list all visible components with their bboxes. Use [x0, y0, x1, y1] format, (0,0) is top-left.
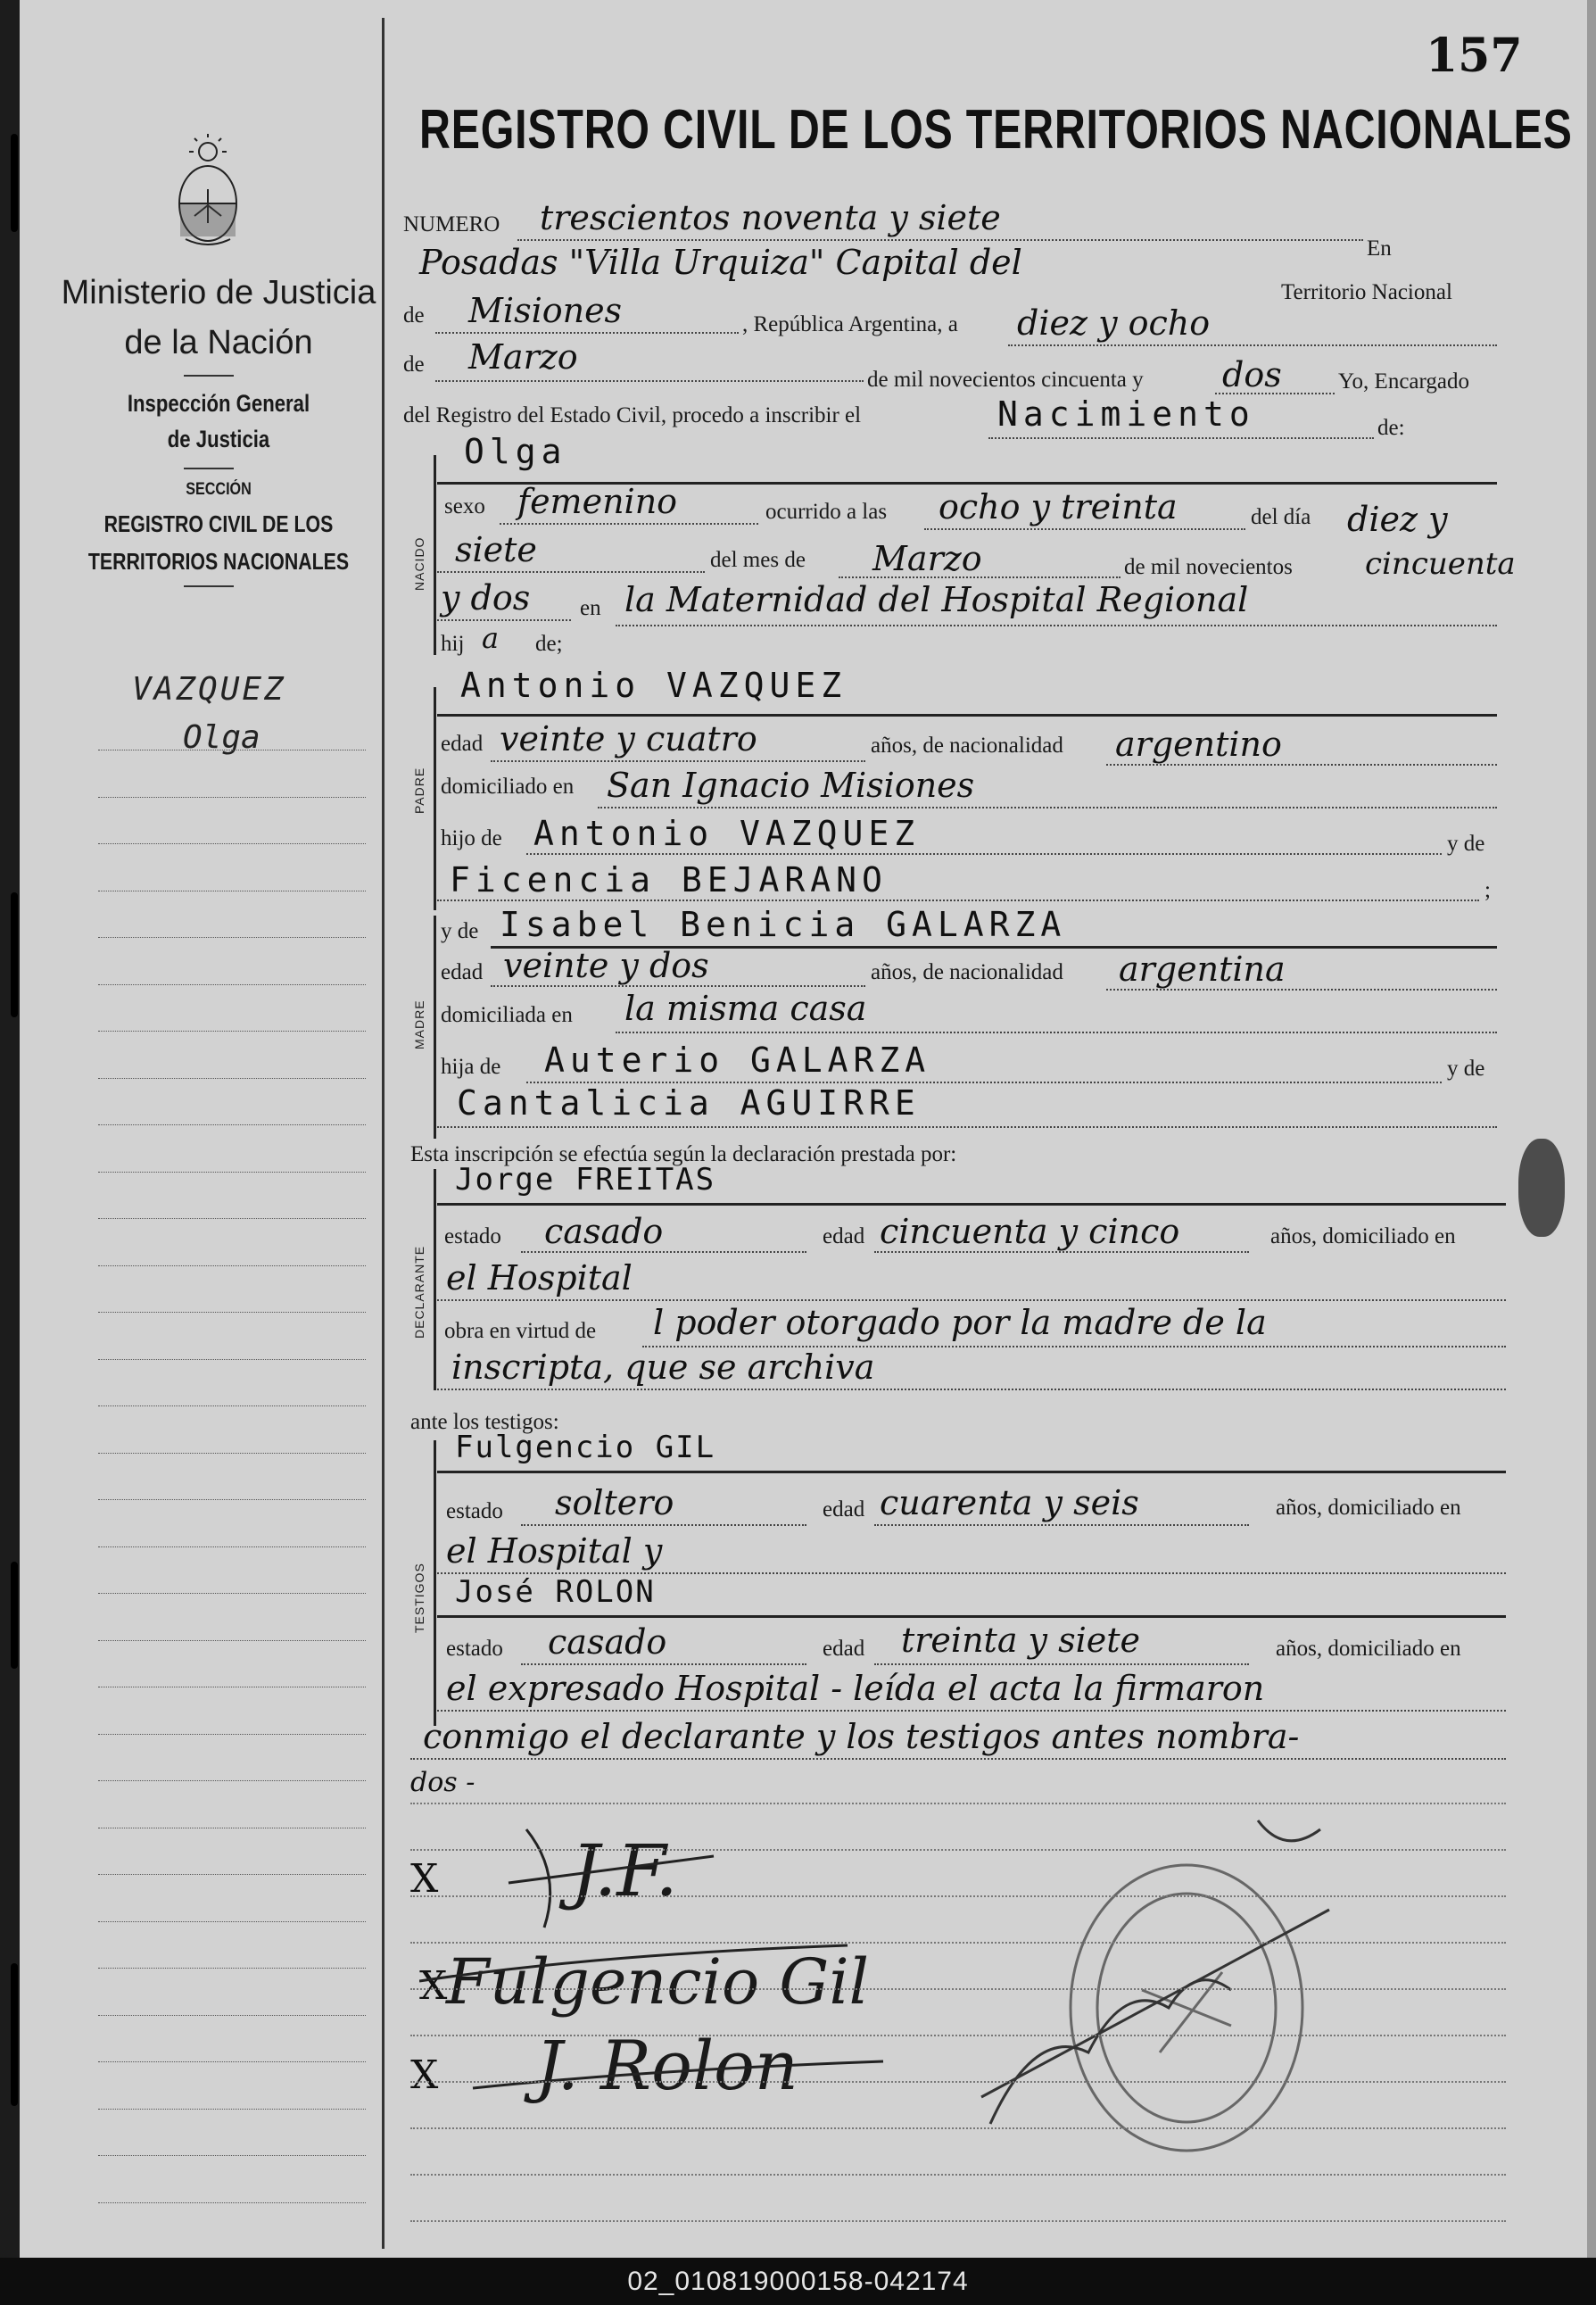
- margin-ruled-line: [98, 1874, 366, 1875]
- margin-ruled-line: [98, 1453, 366, 1454]
- dotted-line: [874, 1251, 1249, 1253]
- acta-type-value: Nacimiento: [997, 394, 1255, 434]
- margin-ruled-line: [98, 937, 366, 938]
- madre-domicilio-value: la misma casa: [624, 989, 867, 1028]
- territorio-label: Territorio Nacional: [1281, 280, 1452, 304]
- republica-label: , República Argentina, a: [742, 312, 958, 336]
- hora-value: ocho y treinta: [939, 487, 1178, 527]
- ministry-line-1: Ministerio de Justicia: [61, 274, 376, 311]
- dotted-line: [500, 523, 758, 525]
- anos-domiciliado-label: años, domiciliado en: [1276, 1496, 1461, 1520]
- name-rule: [437, 1471, 1506, 1473]
- y-de-label: y de: [441, 919, 479, 943]
- sexo-value: femenino: [517, 482, 678, 521]
- dotted-line: [521, 1251, 806, 1253]
- dotted-line: [435, 380, 864, 382]
- page-edge: [1587, 0, 1596, 2258]
- margin-ruled-line: [98, 1546, 366, 1547]
- year-value: dos: [1222, 355, 1282, 394]
- dotted-line: [437, 619, 571, 621]
- dotted-line: [437, 900, 1479, 901]
- registro-label: del Registro del Estado Civil, procedo a inscribir el: [403, 403, 862, 427]
- bracket-declarante: [434, 1169, 436, 1390]
- margin-ruled-line: [98, 1734, 366, 1735]
- domicilio-label: domiciliado en: [441, 775, 575, 799]
- testigo-2-estado-value: casado: [548, 1622, 667, 1662]
- birth-year-value-2: y dos: [441, 578, 531, 618]
- margin-ruled-line: [98, 1218, 366, 1219]
- margin-ruled-line: [98, 1124, 366, 1125]
- section-label: SECCIÓN: [186, 480, 252, 499]
- birth-year-value: cincuenta: [1365, 546, 1516, 582]
- y-de-label: y de: [1447, 832, 1485, 856]
- estado-label: estado: [444, 1224, 501, 1248]
- edad-label: edad: [823, 1224, 865, 1248]
- declarante-intro-label: Esta inscripción se efectúa según la declaración prestada por:: [410, 1142, 957, 1166]
- name-rule: [437, 714, 1497, 717]
- estado-label: estado: [446, 1637, 503, 1661]
- testigo-2-name: José ROLON: [455, 1574, 656, 1610]
- dotted-line: [437, 1710, 1506, 1712]
- closing-line-2: conmigo el declarante y los testigos antes nombra-: [423, 1717, 1300, 1756]
- madre-nacionalidad-value: argentina: [1119, 949, 1286, 989]
- padre-edad-value: veinte y cuatro: [500, 719, 757, 759]
- birth-month-value: Marzo: [872, 539, 982, 578]
- binding-hole: [11, 1562, 18, 1669]
- dotted-line: [874, 1524, 1249, 1526]
- margin-ruled-line: [98, 2202, 366, 2203]
- declarante-domicilio-value: el Hospital: [446, 1258, 633, 1298]
- del-mes-label: del mes de: [710, 548, 806, 572]
- anos-domiciliado-label: años, domiciliado en: [1276, 1637, 1461, 1661]
- padre-domicilio-value: San Ignacio Misiones: [607, 766, 975, 805]
- de-colon-label: de:: [1377, 416, 1405, 440]
- official-stamp-icon: [963, 1803, 1356, 2177]
- testigos-intro-label: ante los testigos:: [410, 1410, 559, 1434]
- padre-father-name: Antonio VAZQUEZ: [533, 814, 921, 853]
- margin-ruled-line: [98, 1078, 366, 1079]
- dotted-line: [435, 332, 739, 334]
- inspection-line-2: de Justicia: [167, 426, 270, 452]
- signature-ruled-line: [410, 1803, 1506, 1804]
- dotted-line: [616, 625, 1497, 626]
- anos-nacionalidad-label: años, de nacionalidad: [871, 734, 1063, 758]
- closing-line-1: el expresado Hospital - leída el acta la firmaron: [446, 1669, 1265, 1708]
- dotted-line: [1008, 344, 1497, 346]
- margin-surname: VAZQUEZ: [132, 671, 286, 708]
- national-coat-of-arms-icon: [168, 134, 248, 250]
- semicolon-label: ;: [1484, 878, 1491, 902]
- archive-footer-id: 02_010819000158-042174: [627, 2267, 969, 2296]
- margin-ruled-line: [98, 1031, 366, 1032]
- bracket-testigos: [434, 1440, 436, 1726]
- dotted-line: [437, 571, 705, 573]
- dotted-line: [517, 239, 1363, 241]
- signature-ruled-line: [410, 2127, 1506, 2129]
- yo-label: Yo, Encargado: [1338, 369, 1469, 394]
- page-number: 157: [1426, 29, 1523, 83]
- sexo-label: sexo: [444, 494, 485, 518]
- bracket-nacido: [434, 455, 436, 655]
- numero-label: NUMERO: [403, 212, 500, 236]
- margin-ruled-line: [98, 1780, 366, 1781]
- en-label: en: [580, 596, 601, 620]
- margin-ruled-line: [98, 2155, 366, 2156]
- obra-label: obra en virtud de: [444, 1319, 597, 1343]
- dotted-line: [988, 437, 1374, 439]
- section-heading: [83, 505, 353, 580]
- margin-ruled-line: [98, 1312, 366, 1313]
- margin-ruled-line: [98, 797, 366, 798]
- declarante-edad-value: cincuenta y cinco: [880, 1212, 1180, 1251]
- madre-name: Isabel Benicia GALARZA: [500, 905, 1067, 944]
- de-mil-label: de mil novecientos: [1124, 555, 1293, 579]
- signature-ruled-line: [410, 1849, 1506, 1851]
- signature-ruled-line: [410, 1988, 1506, 1990]
- declarante-side-label: DECLARANTE: [412, 1245, 426, 1339]
- month-value: Marzo: [468, 337, 578, 377]
- divider-rule: [184, 468, 234, 469]
- hijo-de-label: hijo de: [441, 826, 502, 850]
- margin-ruled-line: [98, 1359, 366, 1360]
- dotted-line: [526, 853, 1442, 855]
- madre-father-name: Auterio GALARZA: [544, 1041, 931, 1080]
- margin-ruled-line: [98, 2061, 366, 2062]
- signature-mark: X: [410, 2052, 439, 2098]
- margin-ruled-line: [98, 1499, 366, 1500]
- section-line-2: TERRITORIOS NACIONALES: [87, 548, 350, 575]
- section-line-1: REGISTRO CIVIL DE LOS: [103, 510, 334, 537]
- inspection-heading: [83, 386, 353, 457]
- margin-ruled-line: [98, 1172, 366, 1173]
- testigo-1-edad-value: cuarenta y seis: [880, 1483, 1139, 1522]
- birth-day-value: diez y: [1347, 500, 1448, 539]
- margin-given-name: Olga: [183, 719, 260, 756]
- padre-side-label: PADRE: [412, 767, 426, 814]
- declarante-obra-value: l poder otorgado por la madre de la: [653, 1303, 1267, 1342]
- signature-declarante: J.F.: [571, 1829, 678, 1912]
- ocurrido-label: ocurrido a las: [765, 500, 888, 524]
- territorio-value: Misiones: [468, 291, 623, 330]
- signature-mark: X: [419, 1963, 448, 2009]
- testigos-side-label: TESTIGOS: [412, 1563, 426, 1633]
- signature-mark: X: [410, 1856, 439, 1902]
- margin-ruled-line: [98, 1593, 366, 1594]
- y-de-label: y de: [1447, 1057, 1485, 1081]
- padre-nacionalidad-value: argentino: [1115, 725, 1282, 764]
- edad-label: edad: [441, 732, 484, 756]
- numero-value: trescientos noventa y siete: [540, 198, 1001, 237]
- binding-hole: [11, 892, 18, 1017]
- dotted-line: [437, 1299, 1506, 1301]
- binding-hole: [11, 134, 18, 232]
- birth-day-value-2: siete: [455, 530, 537, 569]
- anos-domiciliado-label: años, domiciliado en: [1270, 1224, 1456, 1248]
- en-label: En: [1367, 236, 1392, 261]
- de-label: de: [403, 352, 425, 377]
- dotted-line: [521, 1524, 806, 1526]
- day-value: diez y ocho: [1017, 303, 1211, 343]
- dotted-line: [437, 1126, 1497, 1128]
- nacido-side-label: NACIDO: [412, 536, 426, 591]
- del-dia-label: del día: [1251, 505, 1311, 529]
- divider-rule: [184, 585, 234, 587]
- name-rule: [437, 1615, 1506, 1618]
- margin-ruled-line: [98, 1265, 366, 1266]
- margin-ruled-line: [98, 1405, 366, 1406]
- signature-ruled-line: [410, 1895, 1506, 1897]
- binding-spine: [0, 0, 20, 2258]
- dotted-line: [616, 1032, 1497, 1033]
- margin-ruled-line: [98, 1921, 366, 1922]
- testigo-1-domicilio-value: el Hospital y: [446, 1531, 663, 1571]
- dotted-line: [491, 760, 865, 762]
- dotted-line: [521, 1663, 806, 1665]
- dotted-line: [1106, 989, 1497, 991]
- testigo-1-estado-value: soltero: [555, 1483, 674, 1522]
- signature-testigo-1: Fulgencio Gil: [446, 1945, 870, 2019]
- de-label: de: [403, 303, 425, 328]
- column-divider: [382, 18, 385, 2249]
- document-title: REGISTRO CIVIL DE LOS TERRITORIOS NACIONALES: [419, 99, 1573, 161]
- margin-ruled-line: [98, 1968, 366, 1969]
- signature-ruled-line: [410, 2081, 1506, 2083]
- dotted-line: [410, 1758, 1506, 1760]
- de-mil-label: de mil novecientos cincuenta y: [867, 368, 1144, 392]
- child-name: Olga: [464, 432, 567, 471]
- dotted-line: [598, 807, 1497, 808]
- edad-label: edad: [441, 960, 484, 984]
- hij-suffix-value: a: [482, 621, 500, 655]
- hija-de-label: hija de: [441, 1055, 501, 1079]
- bracket-padre: [434, 687, 436, 910]
- inspection-line-1: Inspección General: [127, 390, 310, 417]
- bracket-madre: [434, 916, 436, 1139]
- closing-line-3: dos -: [410, 1767, 475, 1798]
- padre-name: Antonio VAZQUEZ: [460, 666, 848, 705]
- dotted-line: [924, 528, 1245, 530]
- dotted-line: [839, 576, 1121, 578]
- margin-ruled-line: [98, 843, 366, 844]
- dotted-line: [437, 1389, 1506, 1390]
- anos-nacionalidad-label: años, de nacionalidad: [871, 960, 1063, 984]
- signature-ruled-line: [410, 1942, 1506, 1944]
- signature-ruled-line: [410, 2220, 1506, 2222]
- divider-rule: [184, 375, 234, 377]
- madre-edad-value: veinte y dos: [503, 946, 709, 985]
- ministry-line-2: de la Nación: [124, 324, 313, 361]
- signature-testigo-2: J. Rolon: [535, 2026, 798, 2105]
- name-rule: [437, 1203, 1506, 1206]
- margin-ruled-line: [98, 1640, 366, 1641]
- dotted-line: [874, 1663, 1249, 1665]
- ink-blot: [1518, 1139, 1565, 1237]
- margin-ruled-line: [98, 2109, 366, 2110]
- declarante-estado-value: casado: [544, 1212, 664, 1251]
- dotted-line: [1106, 764, 1497, 766]
- margin-ruled-line: [98, 984, 366, 985]
- binding-hole: [11, 1963, 18, 2106]
- padre-mother-name: Ficencia BEJARANO: [450, 860, 888, 900]
- margin-ruled-line: [98, 2015, 366, 2016]
- signature-ruled-line: [410, 2174, 1506, 2176]
- declarante-obra-value-2: inscripta, que se archiva: [451, 1347, 875, 1387]
- declarante-name: Jorge FREITAS: [455, 1162, 716, 1198]
- madre-mother-name: Cantalicia AGUIRRE: [457, 1083, 921, 1123]
- estado-label: estado: [446, 1499, 503, 1523]
- de-semicolon-label: de;: [535, 632, 563, 656]
- domiciliada-label: domiciliada en: [441, 1003, 573, 1027]
- birth-place-value: la Maternidad del Hospital Regional: [624, 580, 1249, 619]
- testigo-2-edad-value: treinta y siete: [901, 1621, 1141, 1660]
- ministry-heading: [54, 268, 384, 368]
- hij-label: hij: [441, 632, 465, 656]
- signature-strokes: [419, 1820, 919, 2124]
- dotted-line: [491, 985, 865, 987]
- signature-ruled-line: [410, 2035, 1506, 2036]
- place-value: Posadas "Villa Urquiza" Capital del: [419, 243, 1022, 282]
- edad-label: edad: [823, 1637, 865, 1661]
- edad-label: edad: [823, 1497, 865, 1521]
- testigo-1-name: Fulgencio GIL: [455, 1430, 716, 1465]
- madre-side-label: MADRE: [412, 999, 426, 1049]
